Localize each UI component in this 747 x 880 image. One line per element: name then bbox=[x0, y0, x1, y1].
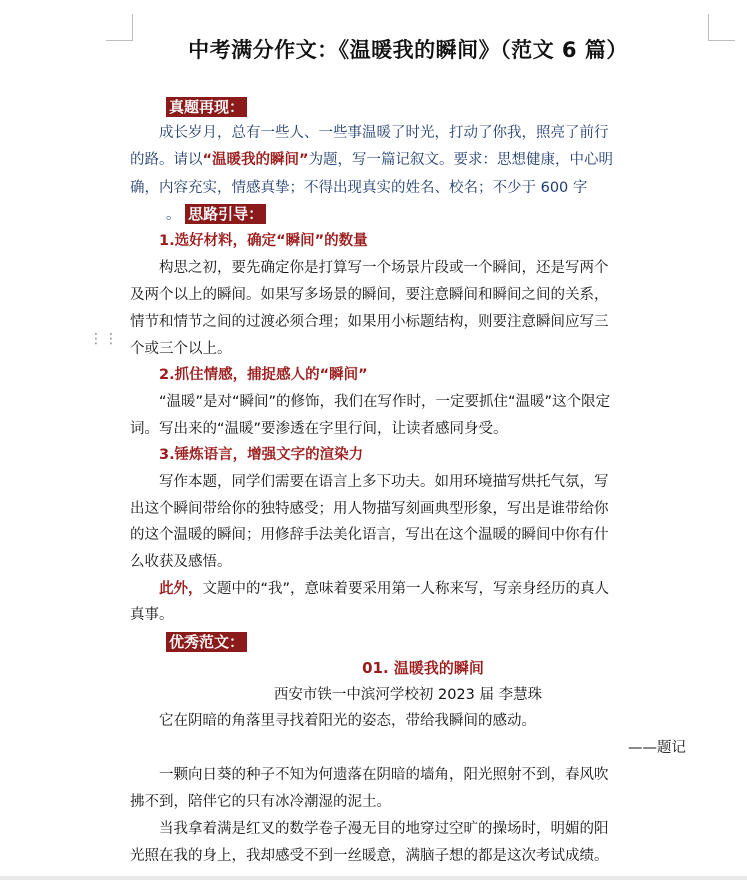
drag-handle-icon[interactable]: ⋮⋮ bbox=[89, 331, 119, 347]
paragraph-line: 拂不到，陪伴它的只有冰冷潮湿的泥土。 bbox=[130, 794, 391, 810]
section-real-question bbox=[130, 95, 686, 121]
document-title: 中考满分作文：《温暖我的瞬间》（范文 6 篇） bbox=[188, 38, 628, 62]
epigraph-signature: ——题记 bbox=[628, 740, 686, 756]
paragraph-line: 真事。 bbox=[130, 607, 174, 623]
paragraph-line: 写作本题，同学们需要在语言上多下功夫。如用环境描写烘托气氛，写 bbox=[159, 474, 609, 490]
point-title: 3.锤炼语言，增强文字的渲染力 bbox=[159, 447, 364, 463]
essay-author: 西安市铁一中滨河学校初 2023 届 李慧珠 bbox=[273, 687, 543, 703]
paragraph-line: 出这个瞬间带给你的独特感受；用人物描写刻画典型形象，写出是谁带给你 bbox=[130, 501, 609, 517]
paragraph-line: 的这个温暖的瞬间；用修辞手法美化语言，写出在这个温暖的瞬间中你有什 bbox=[130, 527, 609, 543]
paragraph-line: 词。写出来的“温暖”要渗透在字里行间，让读者感同身受。 bbox=[130, 421, 508, 437]
point-title: 2.抓住情感，捕捉感人的“瞬间” bbox=[159, 367, 368, 383]
paragraph-line: 个或三个以上。 bbox=[130, 341, 232, 357]
section-heading: 思路引导： bbox=[185, 204, 266, 224]
paragraph-line: 么收获及感悟。 bbox=[130, 554, 232, 570]
paragraph-line: 当我拿着满是红叉的数学卷子漫无目的地穿过空旷的操场时，明媚的阳 bbox=[159, 821, 609, 837]
page-bottom-edge bbox=[0, 876, 747, 880]
section-heading: 真题再现： bbox=[166, 97, 247, 117]
section-sample-essays bbox=[130, 630, 686, 656]
epigraph: 它在阴暗的角落里寻找着阳光的姿态，带给我瞬间的感动。 bbox=[159, 713, 536, 729]
essay-title: 01. 温暖我的瞬间 bbox=[362, 659, 484, 677]
paragraph-line: 确，内容充实，情感真挚；不得出现真实的姓名、校名；不少于 600 字 bbox=[130, 180, 588, 196]
prompt-title: “温暖我的瞬间” bbox=[202, 152, 309, 168]
paragraph-line: 光照在我的身上，我却感受不到一丝暖意，满脑子想的都是这次考试成绩。 bbox=[130, 848, 609, 864]
page-corner-mark-left bbox=[106, 14, 133, 41]
note-emphasis: 此外， bbox=[159, 581, 203, 597]
paragraph-line: 成长岁月，总有一些人、一些事温暖了时光，打动了你我，照亮了前行 bbox=[159, 125, 609, 141]
section-heading: 优秀范文： bbox=[166, 632, 247, 652]
page-corner-mark-right bbox=[708, 14, 735, 41]
point-title: 1.选好材料，确定“瞬间”的数量 bbox=[159, 233, 368, 249]
paragraph-line: 情节和情节之间的过渡必须合理；如果用小标题结构，则要注意瞬间应写三 bbox=[130, 314, 609, 330]
paragraph-line: 的路。请以“温暖我的瞬间”为题，写一篇记叙文。要求：思想健康，中心明 bbox=[130, 152, 614, 168]
section-thinking-guide: 。 思路引导： bbox=[130, 202, 686, 228]
paragraph-line: “温暖”是对“瞬间”的修饰，我们在写作时，一定要抓住“温暖”这个限定 bbox=[159, 394, 611, 410]
paragraph-line: 一颗向日葵的种子不知为何遗落在阴暗的墙角，阳光照射不到，春风吹 bbox=[159, 767, 609, 783]
paragraph-line: 构思之初，要先确定你是打算写一个场景片段或一个瞬间，还是写两个 bbox=[159, 260, 609, 276]
paragraph-line: 及两个以上的瞬间。如果写多场景的瞬间，要注意瞬间和瞬间之间的关系， bbox=[130, 287, 609, 303]
paragraph-line: 此外，文题中的“我”，意味着要采用第一人称来写，写亲身经历的真人 bbox=[159, 581, 610, 597]
